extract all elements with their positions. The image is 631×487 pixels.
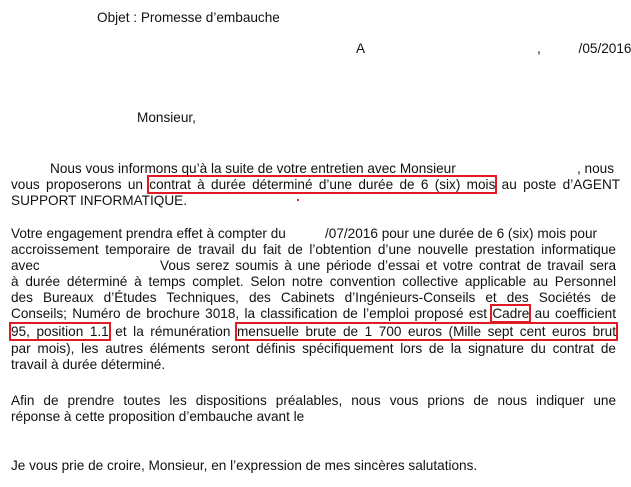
p1-line-2-pre: vous proposerons un <box>11 177 150 192</box>
highlight-salary: mensuelle brute de 1 700 euros (Mille sept cent euros brut <box>236 324 617 339</box>
p2-line-6 <box>11 306 616 322</box>
p1-line-2-post: au poste d’AGENT <box>495 177 621 192</box>
p2-line-3-pre: avec <box>11 258 40 273</box>
highlight-coefficient: 95, position 1.1 <box>11 324 109 339</box>
p2-line-6-pre: Conseils; Numéro de brochure 3018, la classification de l’emploi proposé est <box>11 306 493 321</box>
p2-line-1-pre: Votre engagement prendra effet à compter du <box>11 226 286 241</box>
p2-line-9: travail à durée déterminé. <box>11 357 166 372</box>
closing-line: Je vous prie de croire, Monsieur, en l’expression de mes sincères salutations. <box>11 458 478 473</box>
highlight-contract-type: contrat à durée déterminé d’une durée de 6 (six) mois <box>149 177 496 192</box>
p1-line-1: Nous vous informons qu’à la suite de votre entretien avec Monsieur <box>50 161 456 176</box>
p2-line-5: des Bureaux d’Études Techniques, des Cabinets d’Ingénieurs-Conseils et des Sociétés de <box>11 290 617 305</box>
p1-line-3: SUPPORT INFORMATIQUE. <box>11 193 187 208</box>
letter-date: , /05/2016 <box>537 41 631 56</box>
highlight-classification: Cadre <box>492 306 530 321</box>
place-prefix: A <box>356 41 366 56</box>
p2-line-3-post: Vous serez soumis à une période d’essai et votre contrat de travail sera <box>160 258 617 273</box>
red-dot-mark <box>297 199 299 201</box>
p2-line-6-post: au coefficient <box>529 306 616 321</box>
p2-line-1-date: /07/2016 pour une durée de 6 (six) mois pour <box>325 226 598 241</box>
salutation: Monsieur, <box>137 110 196 125</box>
p3-line-2: réponse à cette proposition d’embauche avant le <box>11 409 305 424</box>
p2-line-8: par mois), les autres éléments seront définis spécifiquement lors de la signature du contrat de <box>11 341 616 356</box>
letter-subject: Objet : Promesse d’embauche <box>97 10 280 25</box>
p2-line-2: accroissement temporaire de travail du fait de l’obtention d’une nouvelle prestation informatique <box>11 242 616 257</box>
p1-line-2 <box>11 177 620 193</box>
p1-line-1-end: , nous <box>577 161 615 176</box>
p2-line-7 <box>11 324 616 340</box>
p3-line-1: Afin de prendre toutes les dispositions préalables, nous vous prions de nous indiquer une <box>11 393 617 408</box>
p2-line-7-mid: et la rémunération <box>108 324 237 339</box>
p2-line-4: à durée déterminé à temps complet. Selon notre convention collective applicable au Personnel <box>11 274 617 289</box>
